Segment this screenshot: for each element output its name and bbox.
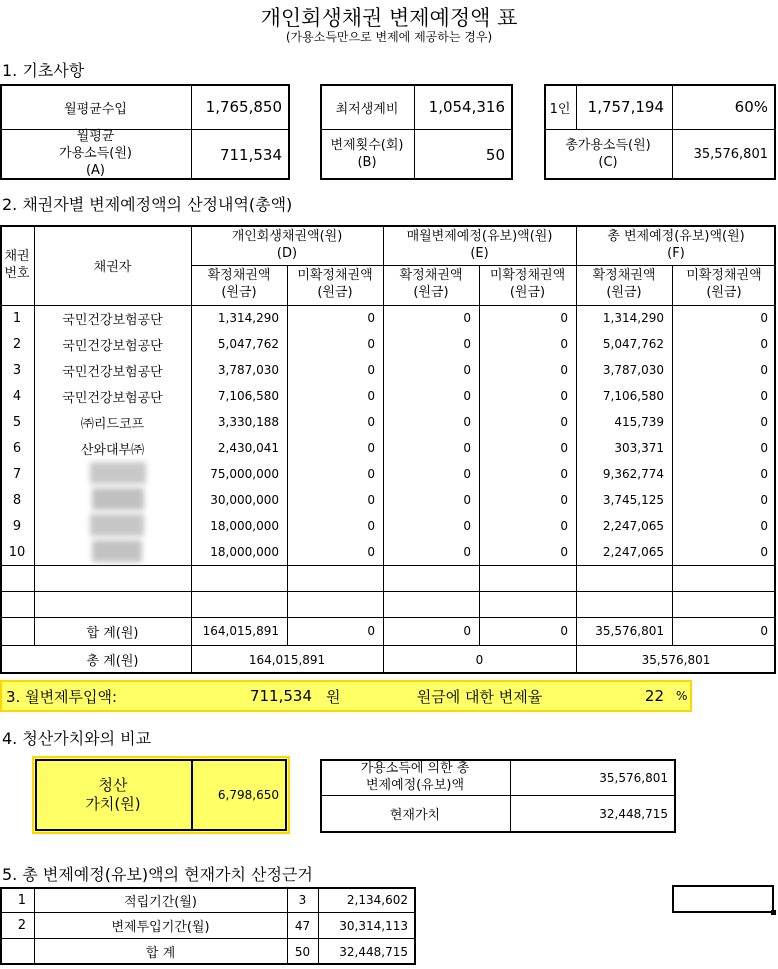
basis-row-1-label: 적립기간(월) <box>124 894 197 910</box>
col-header-f-confirmed: 확정채권액 (원금) <box>592 268 656 300</box>
subtotal-label: 합 계(원) <box>86 625 139 641</box>
subtotal-f-unconfirmed: 0 <box>760 624 768 638</box>
disposable-income-value: 711,534 <box>219 145 282 164</box>
row-number: 6 <box>12 440 22 456</box>
row-d-unconfirmed: 0 <box>367 363 375 377</box>
basis-row-1-months: 3 <box>298 893 307 907</box>
row-e-unconfirmed: 0 <box>560 493 568 507</box>
row-number: 7 <box>12 466 22 482</box>
row-number: 3 <box>12 362 22 378</box>
present-value-amount: 32,448,715 <box>599 806 668 821</box>
row-number: 1 <box>12 310 22 326</box>
row-e-confirmed: 0 <box>463 363 471 377</box>
basis-row-2-amount: 30,314,113 <box>339 918 408 933</box>
row-d-unconfirmed: 0 <box>367 337 375 351</box>
row-f-confirmed: 5,047,762 <box>602 337 664 351</box>
col-header-number: 채권 번호 <box>4 248 30 281</box>
row-creditor: 국민건강보험공단 <box>62 364 163 380</box>
active-cell-selection[interactable] <box>672 885 774 913</box>
row-d-unconfirmed: 0 <box>367 545 375 559</box>
col-header-group-d: 개인회생채권액(원) (D) <box>231 228 343 261</box>
row-e-confirmed: 0 <box>463 519 471 533</box>
row-d-unconfirmed: 0 <box>367 311 375 325</box>
monthly-payment-unit: 원 <box>326 687 341 706</box>
subtotal-f-confirmed: 35,576,801 <box>595 624 664 638</box>
row-number: 8 <box>12 492 22 508</box>
row-f-unconfirmed: 0 <box>760 467 768 481</box>
redacted-creditor-names <box>90 462 146 562</box>
row-d-confirmed: 5,047,762 <box>217 337 279 351</box>
repayment-ratio-unit: % <box>676 689 688 703</box>
monthly-payment-amount: 711,534 <box>249 687 312 705</box>
row-e-unconfirmed: 0 <box>560 337 568 351</box>
living-cost-percent: 60% <box>734 98 768 116</box>
row-f-confirmed: 9,362,774 <box>602 467 664 481</box>
row-f-unconfirmed: 0 <box>760 415 768 429</box>
section4-heading: 4. 청산가치와의 비교 <box>2 729 152 748</box>
col-header-group-e: 매월변제예정(유보)액(원) (E) <box>406 228 553 261</box>
subtotal-e-unconfirmed: 0 <box>560 624 568 638</box>
total-payment-label: 가용소득에 의한 총 변제예정(유보)액 <box>360 760 470 793</box>
grand-total-f: 35,576,801 <box>641 652 711 667</box>
row-f-confirmed: 2,247,065 <box>602 545 664 559</box>
liquidation-value-amount: 6,798,650 <box>217 788 279 802</box>
present-value-label: 현재가치 <box>389 808 441 823</box>
row-e-unconfirmed: 0 <box>560 467 568 481</box>
row-f-confirmed: 1,314,290 <box>602 311 664 325</box>
basis-total-label: 합 계 <box>145 946 176 961</box>
row-e-unconfirmed: 0 <box>560 519 568 533</box>
basis-total-amount: 32,448,715 <box>339 944 408 959</box>
grand-total-d: 164,015,891 <box>248 652 326 667</box>
row-d-confirmed: 18,000,000 <box>210 545 279 559</box>
row-e-confirmed: 0 <box>463 389 471 403</box>
basis-row-1-amount: 2,134,602 <box>346 893 408 907</box>
section5-heading: 5. 총 변제예정(유보)액의 현재가치 산정근거 <box>2 865 313 884</box>
payment-count-label: 변제횟수(회) (B) <box>330 137 404 170</box>
row-d-confirmed: 75,000,000 <box>210 467 279 481</box>
page-title: 개인회생채권 변제예정액 표 <box>260 6 518 30</box>
avg-income-value: 1,765,850 <box>205 98 282 116</box>
row-d-confirmed: 1,314,290 <box>217 311 279 325</box>
row-d-unconfirmed: 0 <box>367 441 375 455</box>
col-header-creditor: 채권자 <box>93 260 132 275</box>
row-f-confirmed: 3,787,030 <box>602 363 664 377</box>
row-f-unconfirmed: 0 <box>760 441 768 455</box>
row-d-confirmed: 7,106,580 <box>217 389 279 403</box>
section2-heading: 2. 채권자별 변제예정액의 산정내역(총액) <box>2 195 293 214</box>
disposable-income-label: 월평균 가용소득(원) (A) <box>59 129 132 178</box>
page-subtitle: (가용소득만으로 변제에 제공하는 경우) <box>285 29 493 44</box>
row-f-unconfirmed: 0 <box>760 311 768 325</box>
section3-heading: 3. 월변제투입액: <box>6 687 118 706</box>
row-creditor: 산와대부㈜ <box>80 442 145 458</box>
row-e-confirmed: 0 <box>463 493 471 507</box>
avg-income-label: 월평균수입 <box>64 101 127 117</box>
basis-row-2-label: 변제투입기간(월) <box>111 920 210 935</box>
grand-total-e: 0 <box>475 652 484 667</box>
repayment-ratio-label: 원금에 대한 변제율 <box>416 687 543 706</box>
row-e-unconfirmed: 0 <box>560 389 568 403</box>
row-d-unconfirmed: 0 <box>367 467 375 481</box>
row-e-unconfirmed: 0 <box>560 545 568 559</box>
row-d-unconfirmed: 0 <box>367 493 375 507</box>
basis-row-2-number: 2 <box>17 918 26 933</box>
row-e-confirmed: 0 <box>463 311 471 325</box>
row-e-confirmed: 0 <box>463 415 471 429</box>
row-f-confirmed: 3,745,125 <box>602 493 664 507</box>
row-f-unconfirmed: 0 <box>760 363 768 377</box>
col-header-d-unconfirmed: 미확정채권액 (원금) <box>297 268 373 300</box>
row-d-confirmed: 30,000,000 <box>210 493 279 507</box>
row-f-confirmed: 303,371 <box>614 441 664 455</box>
row-number: 10 <box>8 544 26 560</box>
row-creditor: 국민건강보험공단 <box>62 390 163 406</box>
row-number: 4 <box>12 388 22 404</box>
row-f-unconfirmed: 0 <box>760 337 768 351</box>
household-living-cost-value: 1,757,194 <box>587 98 664 116</box>
subtotal-d-unconfirmed: 0 <box>367 624 375 638</box>
row-f-confirmed: 2,247,065 <box>602 519 664 533</box>
household-size-label: 1인 <box>549 101 571 117</box>
row-d-unconfirmed: 0 <box>367 389 375 403</box>
section1-heading: 1. 기초사항 <box>2 61 85 80</box>
total-disposable-income-value: 35,576,801 <box>693 147 768 162</box>
subtotal-d-confirmed: 164,015,891 <box>202 624 279 638</box>
subtotal-e-confirmed: 0 <box>463 624 471 638</box>
row-creditor: ㈜리드코프 <box>80 416 145 432</box>
row-d-confirmed: 3,787,030 <box>217 363 279 377</box>
row-e-confirmed: 0 <box>463 467 471 481</box>
repayment-ratio-value: 22 <box>644 687 664 705</box>
basis-total-months: 50 <box>294 944 311 959</box>
row-e-confirmed: 0 <box>463 441 471 455</box>
row-number: 2 <box>12 336 22 352</box>
row-e-confirmed: 0 <box>463 545 471 559</box>
row-e-unconfirmed: 0 <box>560 363 568 377</box>
row-number: 9 <box>12 518 22 534</box>
row-d-unconfirmed: 0 <box>367 415 375 429</box>
row-f-confirmed: 415,739 <box>614 415 664 429</box>
row-f-unconfirmed: 0 <box>760 389 768 403</box>
col-header-e-unconfirmed: 미확정채권액 (원금) <box>489 268 566 300</box>
row-f-unconfirmed: 0 <box>760 519 768 533</box>
row-e-unconfirmed: 0 <box>560 415 568 429</box>
row-d-confirmed: 2,430,041 <box>217 441 279 455</box>
row-f-unconfirmed: 0 <box>760 493 768 507</box>
total-payment-value: 35,576,801 <box>599 770 668 785</box>
total-disposable-income-label: 총가용소득(원) (C) <box>565 137 651 170</box>
col-header-f-unconfirmed: 미확정채권액 (원금) <box>686 268 762 300</box>
basis-row-1-number: 1 <box>17 892 26 908</box>
row-number: 5 <box>12 414 22 430</box>
row-f-confirmed: 7,106,580 <box>602 389 664 403</box>
row-e-unconfirmed: 0 <box>560 441 568 455</box>
row-d-confirmed: 3,330,188 <box>217 415 279 429</box>
grand-total-label: 총 계(원) <box>86 654 139 669</box>
row-creditor: 국민건강보험공단 <box>62 312 163 328</box>
fill-handle[interactable] <box>771 910 776 915</box>
col-header-e-confirmed: 확정채권액 (원금) <box>399 268 463 300</box>
min-living-cost-value: 1,054,316 <box>428 98 505 116</box>
liquidation-value-label: 청산 가치(원) <box>85 775 141 813</box>
col-header-d-confirmed: 확정채권액 (원금) <box>207 268 271 300</box>
basis-row-2-months: 47 <box>294 918 311 933</box>
row-f-unconfirmed: 0 <box>760 545 768 559</box>
row-creditor: 국민건강보험공단 <box>62 338 163 354</box>
min-living-cost-label: 최저생계비 <box>335 101 399 117</box>
payment-count-value: 50 <box>485 145 505 164</box>
row-d-confirmed: 18,000,000 <box>210 519 279 533</box>
col-header-group-f: 총 변제예정(유보)액(원) (F) <box>607 228 745 261</box>
row-e-unconfirmed: 0 <box>560 311 568 325</box>
row-e-confirmed: 0 <box>463 337 471 351</box>
row-d-unconfirmed: 0 <box>367 519 375 533</box>
